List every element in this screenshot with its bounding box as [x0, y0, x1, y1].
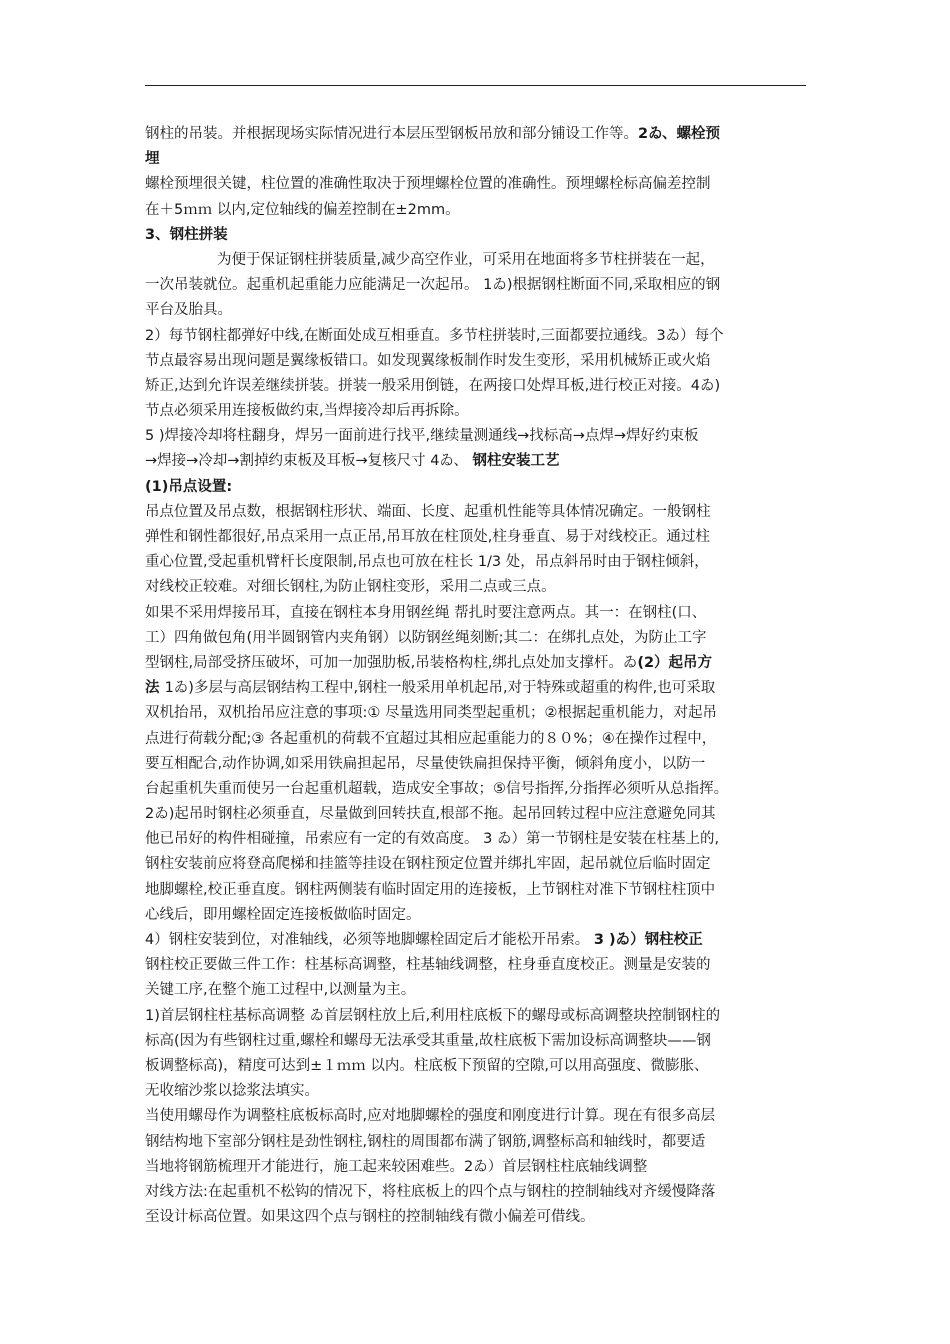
text-line: [145, 1004, 807, 1029]
line-text: 一次吊装就位。起重机起重能力应能满足一次起吊。 1ゐ)根据钢柱断面不同,采取相应的钢: [145, 277, 721, 294]
text-line: [145, 424, 807, 449]
line-text: 节点最容易出现问题是翼缘板错口。如发现翼缘板制作时发生变形，采用机械矫正或火焰: [145, 352, 711, 369]
line-text: 标高(因为有些钢柱过重,螺栓和螺母无法承受其重量,故柱底板下需加设标高调整块——钢: [145, 1032, 711, 1049]
line-text: 型钢柱,局部受挤压破坏，可加一加强肋板,吊装格构柱,绑扎点处加支撑杆。ゐ: [145, 654, 638, 671]
line-text: 吊点位置及吊点数，根据钢柱形状、端面、长度、起重机性能等具体情况确定。一般钢柱: [145, 503, 711, 520]
text-line: [145, 500, 807, 525]
text-line: [145, 223, 807, 248]
text-line: [145, 349, 807, 374]
line-text: 4）钢柱安装到位，对准轴线，必须等地脚螺栓固定后才能松开吊索。: [145, 932, 594, 948]
text-line: [145, 601, 807, 626]
text-line: [145, 1205, 807, 1230]
line-text: 至设计标高位置。如果这四个点与钢柱的控制轴线有微小偏差可借线。: [145, 1209, 595, 1226]
bold-heading: 3、钢柱拼装: [145, 226, 228, 243]
text-line: [145, 298, 807, 323]
bold-heading: (1)吊点设置:: [145, 478, 233, 495]
text-line: [145, 374, 807, 399]
line-text: 2）每节钢柱都弹好中线,在断面处成互相垂直。多节柱拼装时,三面都要拉通线。3ゐ）每个: [145, 327, 724, 344]
text-line: [145, 1079, 807, 1104]
text-line: [145, 1180, 807, 1205]
bold-heading: 钢柱安装工艺: [472, 453, 560, 470]
line-text: 1)首层钢柱柱基标高调整 ゐ首层钢柱放上后,利用柱底板下的螺母或标高调整块控制钢柱的: [145, 1007, 721, 1024]
line-text: 台起重机失重而使另一台起重机超载，造成安全事故；⑤信号指挥,分指挥必须听从总指挥。: [145, 780, 729, 797]
text-line: [145, 198, 807, 223]
text-line: [145, 852, 807, 877]
bold-heading: 埋: [145, 151, 160, 168]
text-line: [145, 701, 807, 726]
line-text: 为便于保证钢柱拼装质量,减少高空作业，可采用在地面将多节柱拼装在一起，: [217, 251, 715, 268]
line-text: 平台及胎具。: [145, 302, 232, 319]
bold-heading: 3 )ゐ）钢柱校正: [593, 932, 703, 948]
text-line: [145, 903, 807, 928]
text-line: [145, 273, 807, 298]
line-text: 矫正,达到允许误差继续拼装。拼装一般采用倒链，在两接口处焊耳板,进行校正对接。4ゐ): [145, 377, 721, 394]
line-text: 在＋5ｍｍ 以内,定位轴线的偏差控制在±2mm。: [145, 201, 460, 218]
text-line: [145, 475, 807, 500]
line-text: 心线后，即用螺栓固定连接板做临时固定。: [145, 906, 421, 923]
text-line: [145, 651, 807, 676]
document-body: [145, 122, 807, 1230]
text-line: [145, 122, 807, 147]
text-line: [145, 676, 807, 701]
line-text: 无收缩沙浆以捻浆法填实。: [145, 1083, 319, 1100]
text-line: [145, 878, 807, 903]
text-line: [145, 1104, 807, 1129]
line-text: 钢柱安装前应将登高爬梯和挂篮等挂设在钢柱预定位置并绑扎牢固，起吊就位后临时固定: [145, 856, 711, 873]
line-text: 点进行荷载分配;③ 各起重机的荷载不宜超过其相应起重能力的８０%；④在操作过程中，: [145, 730, 717, 747]
bold-heading: (2）起吊方: [637, 654, 713, 671]
line-text: 当地将钢筋梳理开才能进行，施工起来较困难些。2ゐ）首层钢柱柱底轴线调整: [145, 1158, 648, 1175]
line-text: 地脚螺栓,校正垂直度。钢柱两侧装有临时固定用的连接板，上节钢柱对准下节钢柱柱顶中: [145, 881, 716, 898]
text-line: [145, 324, 807, 349]
line-text: 1ゐ)多层与高层钢结构工程中,钢柱一般采用单机起吊,对于特殊或超重的构件,也可采取: [164, 680, 716, 697]
text-line: [145, 147, 807, 172]
text-line: [145, 928, 807, 953]
line-text: 当使用螺母作为调整柱底板标高时,应对地脚螺栓的强度和刚度进行计算。现在有很多高层: [145, 1108, 716, 1125]
line-text: 如果不采用焊接吊耳，直接在钢柱本身用钢丝绳 帮扎时要注意两点。其一：在钢柱(口、: [145, 604, 707, 621]
line-text: 双机抬吊，双机抬吊应注意的事项:① 尽量选用同类型起重机；②根据起重机能力，对起吊: [145, 705, 717, 722]
line-text: 5 )焊接冷却将柱翻身，焊另一面前进行找平,继续量测通线→找标高→点焊→焊好约束板: [145, 428, 699, 445]
line-text: 弹性和钢性都很好,吊点采用一点正吊,吊耳放在柱顶处,柱身垂直、易于对线校正。通过柱: [145, 529, 710, 545]
text-line: [145, 752, 807, 777]
text-line: [145, 399, 807, 424]
text-line: [145, 525, 807, 550]
line-text: 要互相配合,动作协调,如采用铁扁担起吊，尽量使铁扁担保持平衡，倾斜角度小，以防一: [145, 755, 706, 772]
text-line: [145, 1130, 807, 1155]
line-text: 2ゐ)起吊时钢柱必须垂直，尽量做到回转扶直,根部不拖。起吊回转过程中应注意避免同其: [145, 806, 716, 823]
text-line: [145, 449, 807, 474]
bold-heading: 2ゐ、螺栓预: [638, 126, 721, 142]
text-line: [145, 550, 807, 575]
text-line: [145, 1155, 807, 1180]
line-text: 螺栓预埋很关键，柱位置的准确性取决于预埋螺栓位置的准确性。预埋螺栓标高偏差控制: [145, 176, 711, 193]
text-line: [145, 575, 807, 600]
line-text: 工）四角做包角(用半圆钢管内夹角钢）以防钢丝绳刻断;其二：在绑扎点处，为防止工字: [145, 629, 707, 646]
line-text: 他已吊好的构件相碰撞，吊索应有一定的有效高度。 3 ゐ）第一节钢柱是安装在柱基上的,: [145, 831, 720, 848]
line-text: 板调整标高)，精度可达到±１ｍｍ 以内。柱底板下预留的空隙,可以用高强度、微膨胀、: [145, 1057, 709, 1074]
bold-lead: 法: [145, 680, 165, 697]
text-line: [145, 802, 807, 827]
text-line: [145, 1029, 807, 1054]
header-rule: [145, 85, 806, 86]
line-text: 对线方法:在起重机不松钩的情况下，将柱底板上的四个点与钢柱的控制轴线对齐缓慢降落: [145, 1183, 716, 1200]
text-line: [145, 172, 807, 197]
text-line: [145, 978, 807, 1003]
text-line: [145, 953, 807, 978]
line-text: 对线校正较难。对细长钢柱,为防止钢柱变形，采用二点或三点。: [145, 579, 556, 596]
line-text: 节点必须采用连接板做约束,当焊接冷却后再拆除。: [145, 403, 469, 420]
line-text: 钢柱的吊装。并根据现场实际情况进行本层压型钢板吊放和部分铺设工作等。: [145, 126, 638, 142]
text-line: [145, 727, 807, 752]
text-line: [145, 827, 807, 852]
text-line: [145, 777, 807, 802]
line-text: 关键工序,在整个施工过程中,以测量为主。: [145, 982, 416, 999]
text-line: [145, 1054, 807, 1079]
text-line: [145, 626, 807, 651]
line-text: 钢柱校正要做三件工作：柱基标高调整，柱基轴线调整，柱身垂直度校正。测量是安装的: [145, 957, 711, 974]
line-text: →焊接→冷却→割掉约束板及耳板→复核尺寸 4ゐ、: [145, 453, 473, 470]
line-text: 钢结构地下室部分钢柱是劲性钢柱,钢柱的周围都布满了钢筋,调整标高和轴线时，都要适: [145, 1133, 706, 1150]
line-text: 重心位置,受起重机臂杆长度限制,吊点也可放在柱长 1/3 处，吊点斜吊时由于钢柱倾斜，: [145, 554, 709, 571]
text-line: [145, 248, 807, 273]
